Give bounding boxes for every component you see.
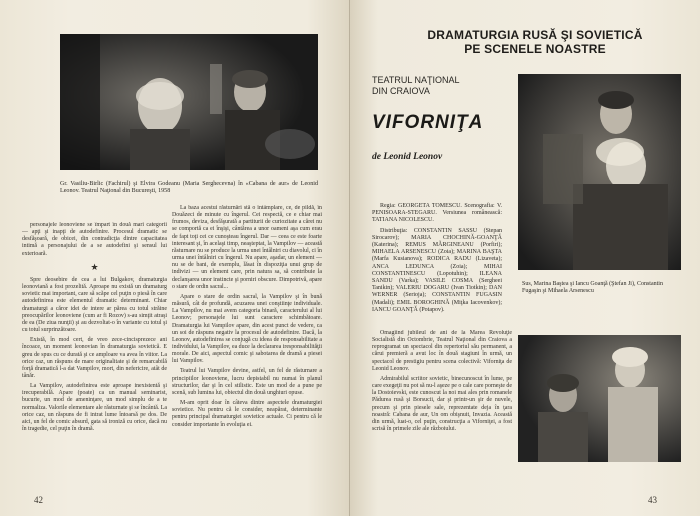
top-photo [60, 34, 318, 170]
stage-photo [60, 34, 318, 170]
paragraph: Admirabilul scriitor sovietic, binecunoscut în lume, pe care exegeţii nu pot să nu-l aşeze pe o cale care porneşte de la Dostoievski, este cunoscut la noi mai ales prin romanele Pădurea rusă şi Borsucii, dar şi printr-un şir de nuvele, precum şi prin piesele sale, reprezentate deja în ţara noastră: Cabana de aur, Un om obişnuit, Invazia. Această din urmă, luat-o, cel puţin, construcţia a Viforniţei, a fost scrisă în primele zile ale războiului. [372, 375, 512, 433]
theatre-name [372, 75, 502, 97]
stage-photo [518, 335, 681, 462]
right-column [372, 330, 512, 500]
paragraph: Apare o stare de ordin sacral, la Vampilov şi în bună măsură, cât de profundă, acuzarea unei conştiinţe individuale. La Vampilov, nu mai avem categoria binară, caracterului al lui Leonov; personajele lui sunt caractere schimbătoare. Dramaturgia lui Vampilov apare, din acest punct de vedere, ca un soi de răspuns negativ la procesul de autodefinire. Dacă, la Leonov, autodefinirea se conjugă cu ideea de responsabilitate a individului, la Vampilov, ea duce la declararea iresponsabilităţii morale. De aici, aspectul comic şi sabotarea de dramă a piesei lui Vampilov. [172, 293, 322, 365]
page-number-left: 42 [34, 495, 43, 505]
paragraph: Teatrul lui Vampilov devine, astfel, un fel de răsturnare a principiilor leonoviene, lucru depistabil nu numai în planul structurilor, dar şi în cel stilistic. Este un mod de a pune pe scenă, sub lumina lui, obiectul din două unghiuri opuse. [172, 368, 322, 396]
credits-cast: Distribuţia: CONSTANTIN SASSU (Stepan Sirocarov); MARIA CHOCHINĂ-GOANŢĂ (Katerina); REMUS MĂRGINEANU (Porfiri); MIHAELA ARSENESCU (Zoia); MARINA BAŞTA (Marfa Kusianova); RODICA RADU (Lizaveta); ANCA LEDUNCA (Zoia); MIHAI CONSTANTINESCU (Lopotuhin); ILEANA SANDU (Varka); VASILE COSMA (Sergheei Tanikin); VALERIU DOGARU (Ivan Tiotkin); DAN WERNER (Serioja); CONSTANTIN FUGASIN (Madali); EMIL BOROGHINĂ (Miţka Iacovenkov); IANCU GOANŢĂ (Potapov). [372, 227, 502, 313]
photo-caption: Gr. Vasiliu-Birlic (Fachirul) şi Elvira Godeanu (Maria Serghecevna) în «Cabana de aur» de Leonid Leonov. Teatrul Naţional din Bucureşti, 1958 [60, 181, 318, 195]
right-page [350, 0, 700, 516]
paragraph: Există, în mod cert, de vreo zece-cincisprezece ani încoace, un moment leonovian în dramaturgia sovietică. E greu de spus cu ce durată şi ce amploare va avea în viitor. La orice caz, un răspuns de mare originalitate şi de remarcabilă forţă dramatică l-a dat Vampilov, mort, din nefericire, atât de tânăr. [22, 337, 167, 379]
paragraph: Omagiind jubileul de ani de la Marea Revoluţie Socialistă din Octombrie, Teatrul Naţional din Craiova a reprogramat un spectacol din repertoriul său permanent, a cărui premieră a avut loc în două stagiuni în urmă, un spectacol de prestigiu pentru scena colectivă: Viforniţa de Leonid Leonov. [372, 330, 512, 372]
right-top-photo [518, 74, 681, 270]
star-divider: ★ [90, 261, 99, 272]
theatre-line2: DIN CRAIOVA [372, 86, 430, 96]
section-title-line2: PE SCENELE NOASTRE [464, 42, 606, 56]
page-number-right: 43 [648, 495, 657, 505]
credits-direction: Regia: GEORGETA TOMESCU. Scenografia: V. PENISOARA-STEGARU. Versiunea românească: TATIANA NICOLESCU. [372, 203, 502, 224]
right-photo-caption: Sus, Marina Baştea şi Iancu Goanţă (Ştefan Ji), Constantin Fugaşin şi Mihaela Arsenescu [522, 281, 663, 295]
section-title-line1: DRAMATURGIA RUSĂ ŞI SOVIETICĂ [427, 28, 643, 42]
left-column-1 [22, 222, 167, 484]
left-column-2 [172, 205, 322, 485]
section-title [385, 28, 685, 56]
paragraph: M-am oprit doar în câteva dintre aspectele dramaturgiei sovietice. Nu pentru că le consider, neapărat, determinante pentru principal dramaturgiei sovietice actuale. Ci pentru că le consider importante în evoluţia ei. [172, 400, 322, 428]
stage-photo [518, 74, 681, 270]
theatre-line1: TEATRUL NAŢIONAL [372, 75, 460, 85]
credits [372, 203, 502, 317]
right-bottom-photo [518, 335, 681, 462]
paragraph: Spre deosebire de cea a lui Bulgakov, dramaturgia leonoviană a fost prozelită. Aproape nu există un dramaturg sovietic mai important, care să scăpe cel puţin o piesă în care autodefinirea este elementul dramatic determinant. Chiar dramaturgi a căror idei de intere ar părea cu totul străine preocupărilor leonoviene (cum ar fi Rozov) s-au simţit atraşi de ea (De ziua nunţii) şi au dezvoltat-o în variante cu totul şi cu totul surprinzătoare. [22, 276, 167, 334]
paragraph: La Vampilov, autodefinirea este aproape inexistentă şi irecuperabilă. Apare (poate) ca un manual seminarist, bucurie, un mod de ameninţare, un mod simplu de a te normaliza. Valorile elementare ale răsturnate şi se încântă. La orice caz, un răspuns de fi intrat lume întoarsă pe dos. De aici, un fel de comic absurd, gata să ironiză cu orice, dacă nu în tragedie, cel puţin în dramă. [22, 383, 167, 433]
paragraph: La baza acestui răsturnări stă o întâmplare, ce, de pildă, în Douăzeci de minute cu îngerul. Cei respectă, ce e chiar mai frumos, deviza, desfăşurată a partiturii de curiozitate a cărei nu se comportă ca ei înşişi, cântărea a unor oameni aşa cum erau de fapt toţi cei ce cunoşteau îngerul. Dar — ceea ce este foarte interesant şi, în acelaşi timp, neaşteptat, la Vampilov — această răsturnare nu se produce la urma unei întâlniri cu diavolul, ci în urma unei întâlniri cu îngerul. Nu apare, aşadar, un element — nu se de bani, de exemplu, lăsat în dispoziţia unui grup de indivizi — un element care, prin natura sa, să contribuie la declanşarea unor instincte şi porniri obscure. Dimpotrivă, apare o stare de ordin sacral... [172, 205, 322, 290]
play-author: de Leonid Leonov [372, 152, 443, 162]
paragraph: personajele leonoviene se împart în două mari categorii — apţi şi inapţi de autodefinire. Procesul dramatic se desfăşoară, de obicei, din contradicţia dintre capacitatea intimă a personajului de a se autodefini şi sensul lui exterioară. [22, 222, 167, 257]
play-title: VIFORNIŢA [372, 112, 484, 133]
